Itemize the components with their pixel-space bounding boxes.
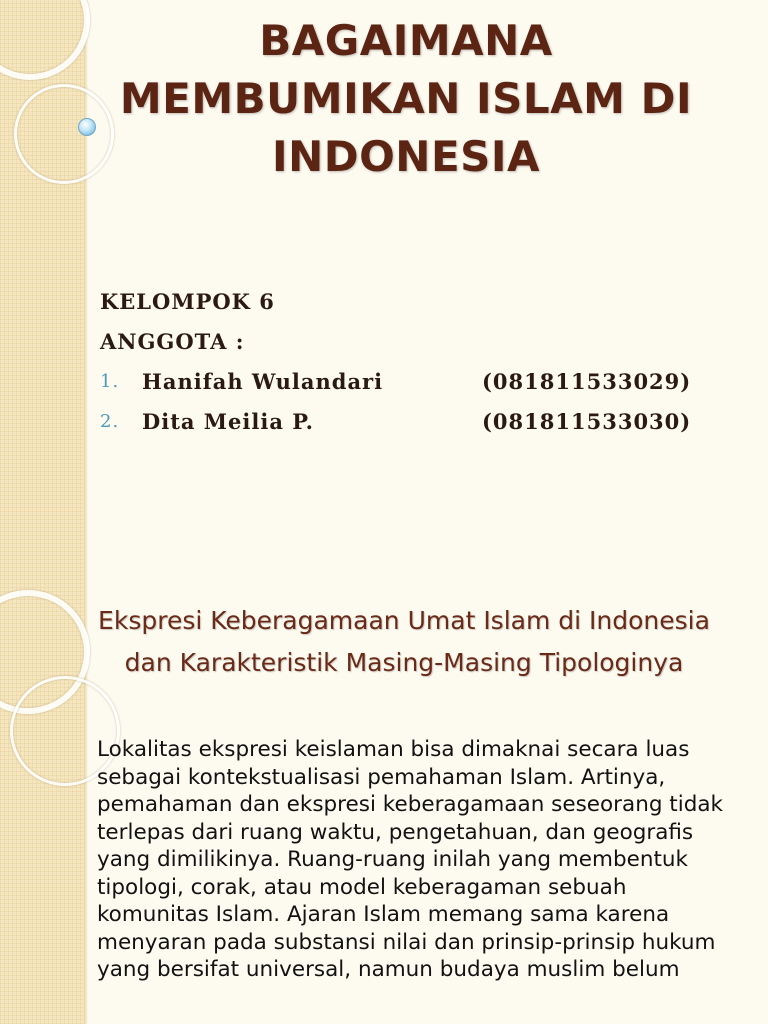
member-number: 1. [100, 371, 120, 392]
member-name: Dita Meilia P. [142, 409, 314, 434]
group-label: KELOMPOK 6 [100, 289, 275, 314]
group-info [100, 282, 740, 442]
member-phone: (081811533029) [482, 369, 692, 394]
slide-body-text: Lokalitas ekspresi keislaman bisa dimaknai secara luas sebagai kontekstualisasi pemahaman Islam. Artinya, pemahaman dan ekspresi keberagamaan seseorang tidak terlepas dari ruang waktu, pengetahuan, dan geografis yang dimilikinya. Ruang-ruang inilah yang membentuk tipologi, corak, atau model keberagaman sebuah komunitas Islam. Ajaran Islam memang sama karena menyaran pada substansi nilai dan prinsip-prinsip hukum yang bersifat universal, namun budaya muslim belum [97, 737, 723, 982]
slide-title-heading: BAGAIMANA MEMBUMIKAN ISLAM DI INDONESIA [119, 16, 693, 181]
member-item [100, 362, 740, 402]
member-number: 2. [100, 411, 120, 432]
member-name: Hanifah Wulandari [142, 369, 384, 394]
slide-heading: Ekspresi Keberagamaan Umat Islam di Indonesia dan Karakteristik Masing-Masing Tipologinya [98, 606, 710, 677]
members-label: ANGGOTA : [100, 329, 245, 354]
member-phone: (081811533030) [482, 409, 692, 434]
member-item [100, 402, 740, 442]
